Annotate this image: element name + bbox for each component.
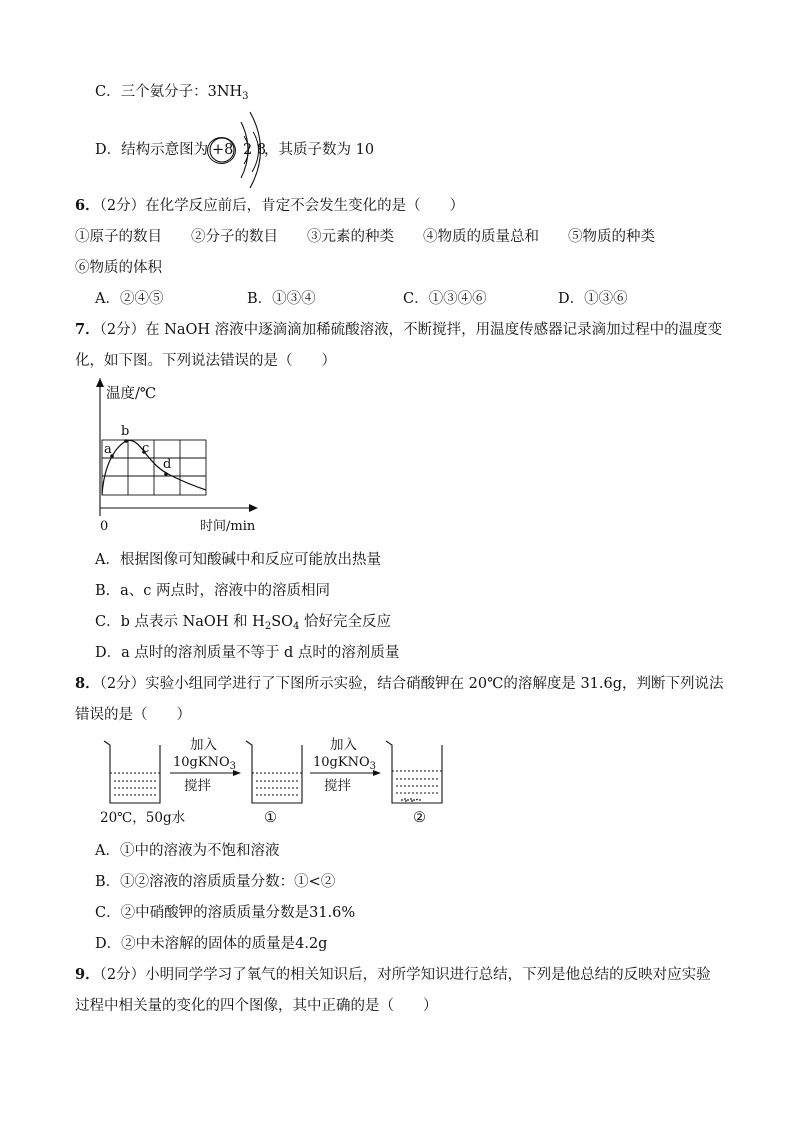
q7-option-c-sub2: 4 — [293, 621, 300, 632]
q6-stem-text: （2分）在化学反应前后，肯定不会发生变化的是（ ） — [99, 198, 465, 214]
q6-items-line1: ①原子的数目 ②分子的数目 ③元素的种类 ④物质的质量总和 ⑤物质的种类 — [75, 229, 655, 245]
arrow-2-top-label: 加入 — [330, 737, 357, 753]
q6-option-c: C．①③④⑥ — [403, 291, 487, 307]
q9-number: 9． — [75, 966, 100, 983]
beaker-1-label: ① — [264, 810, 277, 826]
undissolved-solid — [401, 798, 421, 802]
arrow-1-bottom-label: 搅拌 — [184, 778, 211, 794]
q5-option-c-sub: 3 — [242, 91, 249, 102]
q9-stem-text1: （2分）小明同学学习了氧气的相关知识后，对所学知识进行总结，下列是他总结的反映对应实验 — [99, 967, 711, 983]
q7-option-b: B．a、c 两点时，溶液中的溶质相同 — [95, 583, 331, 599]
q5-option-c — [95, 82, 249, 107]
chart-y-arrow — [96, 378, 104, 387]
chart-label-c: c — [142, 441, 150, 456]
chart-y-label: 温度/℃ — [106, 386, 157, 402]
chart-label-d: d — [163, 457, 172, 472]
q5-option-c-text: C．三个氨分子：3NH — [95, 84, 243, 100]
arrow-1-top-label: 加入 — [190, 737, 217, 753]
q7-option-d: D．a 点时的溶剂质量不等于 d 点时的溶剂质量 — [95, 645, 400, 661]
arrow-1-mid-label — [173, 753, 236, 777]
q7-option-c — [95, 612, 391, 637]
beaker-1 — [246, 741, 302, 803]
arrow-1-mid-text: 10gKNO — [173, 755, 230, 770]
beaker-0 — [104, 741, 160, 803]
q7-option-a: A．根据图像可知酸碱中和反应可能放出热量 — [95, 552, 381, 568]
q6-option-d: D．①③⑥ — [558, 291, 628, 307]
q6-option-b: B．①③④ — [247, 291, 316, 307]
q7-option-c-mid: SO — [271, 614, 294, 630]
arrow-2-bottom-label: 搅拌 — [324, 778, 351, 794]
q8-number: 8． — [75, 675, 100, 692]
q8-option-a: A．①中的溶液为不饱和溶液 — [95, 843, 280, 859]
q7-number: 7． — [75, 321, 100, 338]
q6-option-a: A．②④⑤ — [95, 291, 164, 307]
arrow-1-mid-sub: 3 — [229, 761, 236, 772]
q9-stem-line2: 过程中相关量的变化的四个图像，其中正确的是（ ） — [75, 998, 438, 1014]
beaker-0-label: 20℃，50g水 — [100, 810, 186, 826]
q7-stem-line1 — [75, 320, 722, 340]
q8-option-b: B．①②溶液的溶质质量分数：①<② — [95, 874, 336, 890]
q7-stem-line2: 化，如下图。下列说法错误的是（ ） — [75, 353, 336, 369]
arrow-2-mid-sub: 3 — [369, 761, 376, 772]
chart-label-a: a — [104, 442, 112, 457]
atom-nucleus-label: +8 — [212, 142, 234, 158]
q5-option-d-suffix: ，其质子数为 10 — [264, 142, 375, 158]
q7-option-c-prefix: C．b 点表示 NaOH 和 H — [95, 614, 265, 630]
q8-stem-line2: 错误的是（ ） — [75, 707, 191, 723]
q5-option-d — [95, 140, 208, 160]
q6-number: 6． — [75, 197, 100, 214]
q8-stem-text1: （2分）实验小组同学进行了下图所示实验，结合硝酸钾在 20℃的溶解度是 31.6g，判断下列说法 — [99, 676, 724, 692]
beaker-2 — [386, 741, 442, 803]
chart-origin-label: 0 — [100, 519, 109, 534]
q8-option-d: D．②中未溶解的固体的质量是4.2g — [95, 936, 328, 952]
arrow-2-mid-label — [313, 753, 376, 777]
chart-x-arrow — [249, 504, 258, 512]
q5-option-d-prefix: D．结构示意图为 — [95, 142, 209, 158]
q9-stem-line1 — [75, 965, 711, 985]
q6-items-line2: ⑥物质的体积 — [75, 260, 162, 276]
chart-label-b: b — [121, 424, 130, 439]
arrow-2-mid-text: 10gKNO — [313, 755, 370, 770]
beaker-2-label: ② — [413, 810, 426, 826]
beaker-experiment-diagram — [100, 735, 450, 810]
q7-stem-text1: （2分）在 NaOH 溶液中逐滴滴加稀硫酸溶液，不断搅拌，用温度传感器记录滴加过程中的温度变 — [99, 322, 723, 338]
q7-option-c-sub1: 2 — [264, 621, 272, 632]
atom-nucleus-circle — [207, 137, 236, 164]
atom-shell-numbers: 2 8 — [243, 142, 267, 158]
q6-stem — [75, 196, 464, 216]
q7-option-c-suffix: 恰好完全反应 — [299, 614, 392, 630]
chart-x-label: 时间/min — [200, 519, 256, 534]
q8-stem-line1 — [75, 674, 724, 694]
q8-option-c: C．②中硝酸钾的溶质质量分数是31.6% — [95, 905, 356, 921]
